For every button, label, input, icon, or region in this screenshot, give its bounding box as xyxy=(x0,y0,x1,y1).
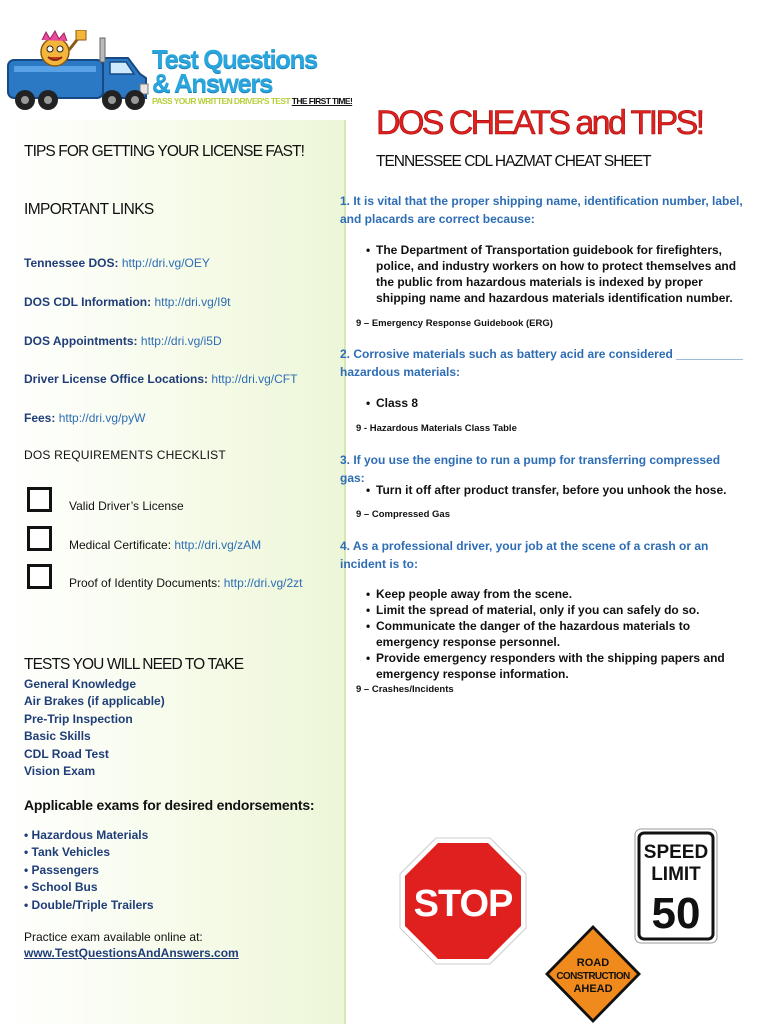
checkbox[interactable] xyxy=(27,564,52,589)
reference-3: 9 – Compressed Gas xyxy=(356,509,450,520)
truck-mascot-icon xyxy=(0,30,155,115)
link-label: DOS CDL Information: xyxy=(24,295,152,309)
road-sign-line1: ROAD xyxy=(576,957,610,969)
practice-text: Practice exam available online at: xyxy=(24,930,203,944)
logo-tagline-emph: THE FIRST TIME! xyxy=(291,96,353,106)
link-label: DOS Appointments: xyxy=(24,334,138,348)
answer-text: Class 8 xyxy=(376,396,419,410)
practice-note xyxy=(24,929,239,961)
link-label: Tennessee DOS: xyxy=(24,256,119,270)
list-item: • School Bus xyxy=(24,880,98,895)
logo-tagline xyxy=(152,96,352,106)
reference-4: 9 – Crashes/Incidents xyxy=(356,684,454,695)
answer-text: Limit the spread of material, only if you can safely do so. xyxy=(376,603,700,617)
page-subtitle: TENNESSEE CDL HAZMAT CHEAT SHEET xyxy=(376,153,651,170)
links-heading: IMPORTANT LINKS xyxy=(24,201,154,218)
answer-text: The Department of Transportation guidebook for firefighters, police, and industry workers on how to protect themselves and the public from hazardous materials is indexed by proper shipping name and hazardous materials identification number. xyxy=(376,243,737,305)
speed-limit-sign-icon xyxy=(634,828,718,944)
list-item: Air Brakes (if applicable) xyxy=(24,694,165,709)
link-row-cdl-information xyxy=(24,295,231,309)
link-row-tennessee-dos xyxy=(24,256,210,270)
reference-1: 9 – Emergency Response Guidebook (ERG) xyxy=(356,318,553,329)
speed-sign-line2: LIMIT xyxy=(651,864,701,885)
list-item: • Passengers xyxy=(24,862,99,877)
link-url[interactable]: http://dri.vg/I9t xyxy=(154,295,231,309)
checklist-label xyxy=(69,576,302,590)
list-item: Basic Skills xyxy=(24,729,91,744)
answer-item: • Provide emergency responders with the shipping papers and emergency response information. xyxy=(366,651,725,681)
answer-item: • The Department of Transportation guidebook for firefighters, police, and industry workers on how to protect themselves and the public from hazardous materials is indexed by proper shipping name and hazardous materials identification number. xyxy=(366,243,737,305)
answer-text: Turn it off after product transfer, before you unhook the hose. xyxy=(376,483,727,497)
link-label: Fees: xyxy=(24,411,56,425)
list-item: • Double/Triple Trailers xyxy=(24,897,154,912)
link-row-fees xyxy=(24,411,145,425)
road-sign-line3: AHEAD xyxy=(573,983,613,995)
logo-tagline-main: PASS YOUR WRITTEN DRIVER'S TEST xyxy=(152,96,292,106)
link-url[interactable]: http://dri.vg/i5D xyxy=(140,334,222,348)
list-item-text: Tank Vehicles xyxy=(31,845,111,860)
tests-heading: TESTS YOU WILL NEED TO TAKE xyxy=(24,656,244,673)
link-url[interactable]: http://dri.vg/pyW xyxy=(58,411,146,425)
list-item-text: School Bus xyxy=(31,880,98,895)
answers-1 xyxy=(366,242,741,306)
answer-item: • Communicate the danger of the hazardous materials to emergency response personnel. xyxy=(366,619,691,649)
tips-heading: TIPS FOR GETTING YOUR LICENSE FAST! xyxy=(24,143,304,160)
list-item: General Knowledge xyxy=(24,677,137,691)
speed-sign-line1: SPEED xyxy=(643,842,709,863)
reference-2: 9 - Hazardous Materials Class Table xyxy=(356,423,517,434)
link-row-office-locations xyxy=(24,372,297,386)
answer-item: • Keep people away from the scene. xyxy=(366,587,573,601)
checkbox[interactable] xyxy=(27,526,52,551)
endorsements-list xyxy=(24,827,154,914)
checklist-label xyxy=(69,538,261,552)
checklist-label xyxy=(69,499,184,513)
speed-sign-value: 50 xyxy=(651,889,701,938)
checklist-label-text: Medical Certificate: xyxy=(69,538,175,552)
link-row-appointments xyxy=(24,334,222,348)
tests-list xyxy=(24,676,165,780)
page-title: DOS CHEATS and TIPS! xyxy=(376,104,703,142)
link-url[interactable]: http://dri.vg/OEY xyxy=(121,256,210,270)
answer-text: Provide emergency responders with the shipping papers and emergency response information. xyxy=(376,651,725,681)
question-3: 3. If you use the engine to run a pump for transferring compressed gas: xyxy=(340,453,721,485)
checklist-label-text: Valid Driver’s License xyxy=(69,499,184,513)
link-url[interactable]: http://dri.vg/CFT xyxy=(211,372,298,386)
checklist-label-text: Proof of Identity Documents: xyxy=(69,576,224,590)
answer-text: Communicate the danger of the hazardous materials to emergency response personnel. xyxy=(376,619,691,649)
checklist-link[interactable]: http://dri.vg/2zt xyxy=(223,576,303,590)
list-item-text: Double/Triple Trailers xyxy=(31,897,154,912)
stop-sign-text: STOP xyxy=(413,883,513,925)
logo-title-line2: & Answers xyxy=(152,68,272,98)
answers-4 xyxy=(366,586,741,682)
link-label: Driver License Office Locations: xyxy=(24,372,209,386)
list-item: • Tank Vehicles xyxy=(24,845,111,860)
question-4: 4. As a professional driver, your job at the scene of a crash or an incident is to: xyxy=(340,539,709,571)
question-1: 1. It is vital that the proper shipping name, identification number, label, and placards are correct because: xyxy=(340,194,743,226)
list-item: Pre-Trip Inspection xyxy=(24,711,133,726)
answer-text: Keep people away from the scene. xyxy=(376,587,573,601)
checklist-heading: DOS REQUIREMENTS CHECKLIST xyxy=(24,448,226,462)
question-2: 2. Corrosive materials such as battery acid are considered __________ hazardous materials: xyxy=(340,347,743,379)
checklist-item-license xyxy=(27,487,347,513)
road-sign-line2: CONSTRUCTION xyxy=(556,971,630,982)
list-item: Vision Exam xyxy=(24,763,96,778)
checklist-item-identity xyxy=(27,564,347,590)
answer-item: • Turn it off after product transfer, before you unhook the hose. xyxy=(366,483,727,497)
list-item: CDL Road Test xyxy=(24,746,109,761)
list-item-text: Hazardous Materials xyxy=(31,828,149,842)
answer-item: • Class 8 xyxy=(366,396,419,410)
list-item: • Hazardous Materials xyxy=(24,828,149,842)
road-construction-sign-icon xyxy=(544,924,642,1024)
logo-title-line1: Test Questions xyxy=(152,44,317,74)
logo xyxy=(0,0,353,120)
answer-item: • Limit the spread of material, only if you can safely do so. xyxy=(366,603,700,617)
stop-sign-icon xyxy=(398,836,528,966)
practice-link[interactable]: www.TestQuestionsAndAnswers.com xyxy=(24,946,239,960)
checklist-item-medical xyxy=(27,526,347,552)
checkbox[interactable] xyxy=(27,487,52,512)
answers-2 xyxy=(366,395,741,411)
checklist-link[interactable]: http://dri.vg/zAM xyxy=(174,538,262,552)
endorsements-heading: Applicable exams for desired endorsements: xyxy=(24,797,315,813)
answers-3 xyxy=(366,482,741,498)
list-item-text: Passengers xyxy=(31,862,99,877)
